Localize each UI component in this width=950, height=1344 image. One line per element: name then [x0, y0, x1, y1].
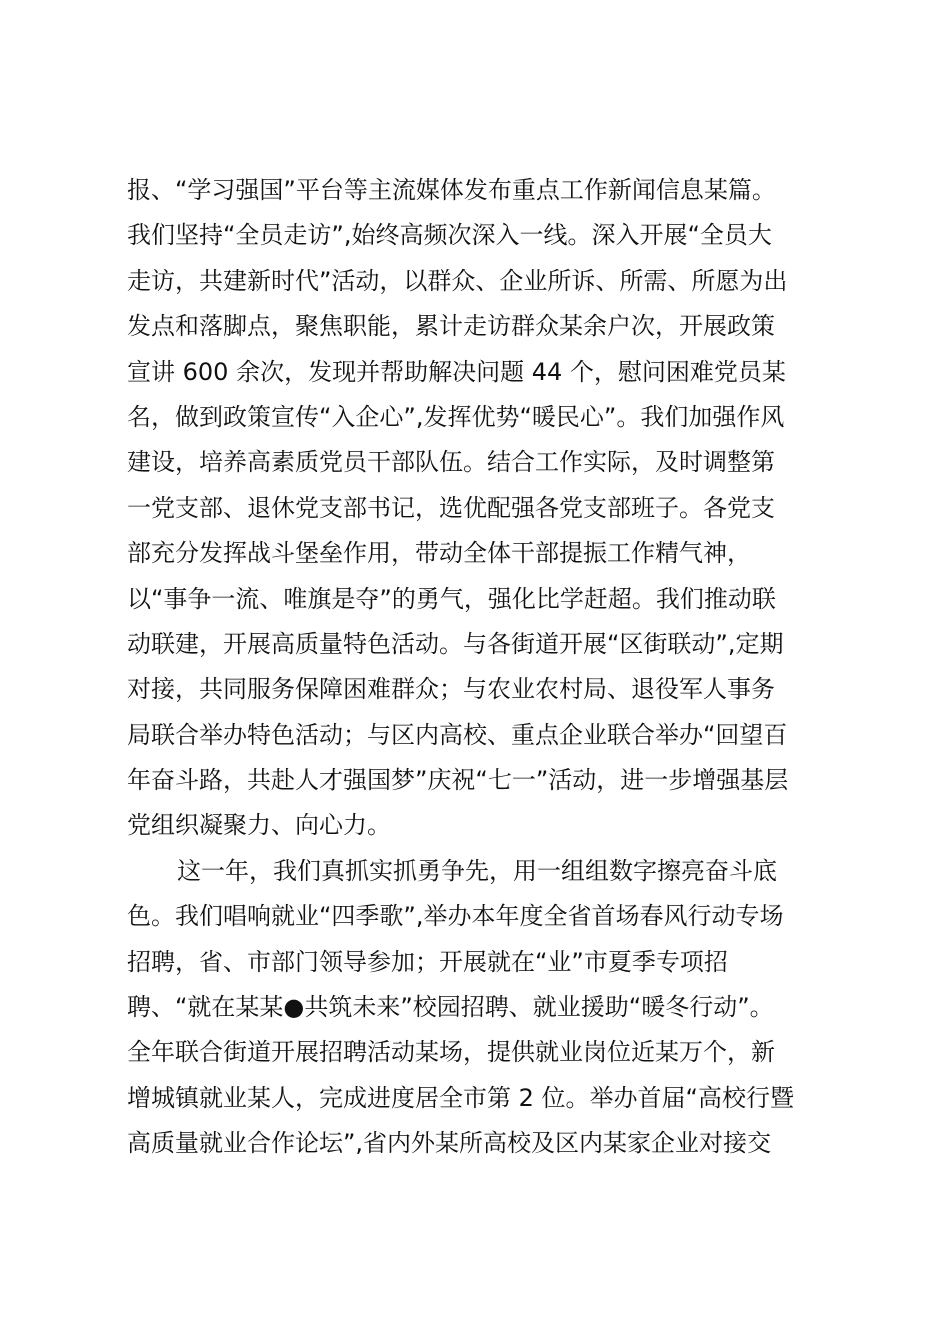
text-line: 走访，共建新时代”活动，以群众、企业所诉、所需、所愿为出 — [127, 266, 788, 295]
text-line: 对接，共同服务保障困难群众；与农业农村局、退役军人事务 — [127, 675, 775, 704]
text-line: 聘、“就在某某●共筑未来”校园招聘、就业援助“暖冬行动”。 — [127, 993, 774, 1022]
body-text — [127, 168, 837, 1167]
text-line: 动联建，开展高质量特色活动。与各街道开展“区街联动”,定期 — [127, 629, 784, 658]
text-line: 色。我们唱响就业“四季歌”,举办本年度全省首场春风行动专场 — [127, 902, 784, 931]
text-line: 一党支部、退休党支部书记，选优配强各党支部班子。各党支 — [127, 493, 775, 522]
text-line: 发点和落脚点，聚焦职能，累计走访群众某余户次，开展政策 — [127, 312, 775, 341]
text-line: 党组织凝聚力、向心力。 — [127, 811, 391, 840]
text-line: 年奋斗路，共赴人才强国梦”庆祝“七一”活动，进一步增强基层 — [127, 766, 789, 795]
text-line: 部充分发挥战斗堡垒作用，带动全体干部提振工作精气神， — [127, 539, 751, 568]
text-line: 增城镇就业某人，完成进度居全市第 2 位。举办首届“高校行暨 — [127, 1083, 794, 1112]
text-line: 全年联合街道开展招聘活动某场，提供就业岗位近某万个，新 — [127, 1038, 775, 1067]
paragraph-start-line: 这一年，我们真抓实抓勇争先，用一组组数字擦亮奋斗底 — [177, 856, 777, 885]
text-line: 名，做到政策宣传“入企心”,发挥优势“暖民心”。我们加强作风 — [127, 402, 785, 431]
text-line: 宣讲 600 余次，发现并帮助解决问题 44 个，慰问困难党员某 — [127, 357, 786, 386]
text-line: 我们坚持“全员走访”,始终高频次深入一线。深入开展“全员大 — [127, 221, 772, 250]
text-line: 建设，培养高素质党员干部队伍。结合工作实际，及时调整第 — [127, 448, 775, 477]
text-line: 以“事争一流、唯旗是夺”的勇气，强化比学赶超。我们推动联 — [127, 584, 776, 613]
text-line: 局联合举办特色活动；与区内高校、重点企业联合举办“回望百 — [127, 720, 788, 749]
text-line: 高质量就业合作论坛”,省内外某所高校及区内某家企业对接交 — [127, 1129, 772, 1158]
text-line: 报、“学习强国”平台等主流媒体发布重点工作新闻信息某篇。 — [127, 176, 776, 204]
text-line: 招聘，省、市部门领导参加；开展就在“业”市夏季专项招 — [127, 947, 728, 976]
